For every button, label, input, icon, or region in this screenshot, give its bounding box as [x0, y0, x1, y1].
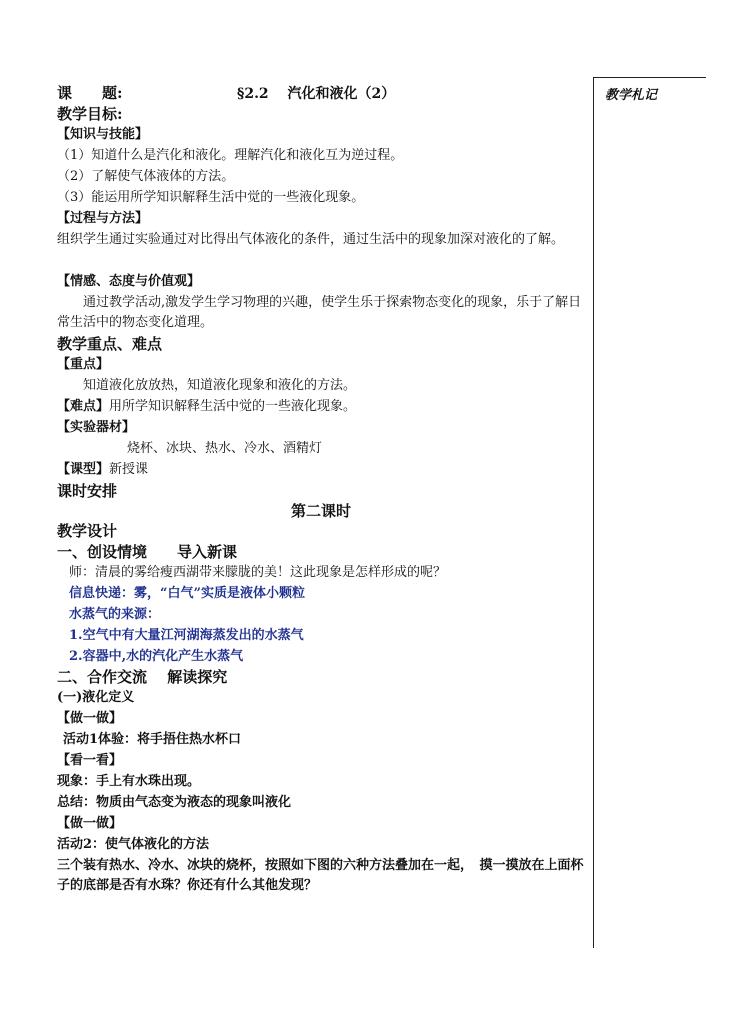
- focus-text: 知道液化放放热，知道液化现象和液化的方法。: [83, 378, 357, 393]
- notes-column-divider: [593, 78, 594, 948]
- lesson-type-label: 【课型】: [57, 462, 110, 477]
- emotion-text: 通过教学活动,激发学生学习物理的兴趣，使学生乐于探索物态变化的现象，乐于了解日常生活中的物态变化道理。: [57, 295, 582, 330]
- emotion-heading: 【情感、态度与价值观】: [57, 274, 201, 289]
- phenomenon-text: 现象：手上有水珠出现。: [57, 774, 201, 789]
- schedule-heading: 课时安排: [57, 482, 118, 500]
- notes-column-title: 教学札记: [605, 88, 658, 103]
- difficulty-text: 用所学知识解释生活中觉的一些液化现象。: [109, 399, 357, 414]
- difficulty-label: 【难点】: [57, 399, 110, 414]
- vapor-source-1: 1.空气中有大量江河湖海蒸发出的水蒸气: [69, 628, 304, 643]
- process-text: 组织学生通过实验通过对比得出气体液化的条件，通过生活中的现象加深对液化的了解。: [57, 232, 565, 247]
- equipment-heading: 【实验器材】: [57, 420, 136, 435]
- key-points-heading: 教学重点、难点: [57, 335, 163, 353]
- process-heading: 【过程与方法】: [57, 211, 149, 226]
- lesson-title: §2.2 汽化和液化（2）: [237, 86, 396, 102]
- look-heading: 【看一看】: [57, 753, 123, 768]
- knowledge-item-2: （2）了解使气体液体的方法。: [57, 169, 235, 184]
- activity-2-text: 三个装有热水、冷水、冰块的烧杯，按照如下图的六种方法叠加在一起， 摸一摸放在上面杯子的底部是否有水珠？你还有什么其他发现？: [57, 858, 584, 893]
- knowledge-heading: 【知识与技能】: [57, 127, 149, 142]
- lesson-type-text: 新授课: [109, 462, 149, 477]
- lesson-type-line: [57, 460, 148, 480]
- activity-1: 活动1体验：将手捂住热水杯口: [63, 732, 242, 747]
- notes-column-top-border: [593, 77, 706, 78]
- knowledge-item-1: （1）知道什么是汽化和液化。理解汽化和液化互为逆过程。: [57, 148, 404, 163]
- focus-heading: 【重点】: [57, 357, 110, 372]
- topic-label: 课 题:: [57, 84, 123, 102]
- sub-section-1: (一)液化定义: [57, 690, 135, 705]
- second-lesson-title: 第二课时: [290, 502, 351, 520]
- difficulty-line: [57, 397, 356, 417]
- goals-heading: 教学目标:: [57, 105, 123, 123]
- do-it-heading-2: 【做一做】: [57, 816, 123, 831]
- vapor-source-2: 2.容器中,水的汽化产生水蒸气: [69, 649, 244, 664]
- knowledge-item-3: （3）能运用所学知识解释生活中觉的一些液化现象。: [57, 190, 365, 205]
- section-2-heading: 二、合作交流 解读探究: [57, 668, 228, 686]
- info-express: 信息快递：雾，“白气”实质是液体小颗粒: [69, 586, 305, 601]
- summary-text: 总结：物质由气态变为液态的现象叫液化: [57, 795, 292, 810]
- design-heading: 教学设计: [57, 522, 118, 540]
- equipment-text: 烧杯、冰块、热水、冷水、酒精灯: [127, 441, 323, 456]
- teacher-line: 师：清晨的雾给瘦西湖带来朦胧的美！这此现象是怎样形成的呢？: [69, 565, 447, 580]
- vapor-source-heading: 水蒸气的来源：: [69, 607, 161, 622]
- section-1-heading: 一、创设情境 导入新课: [57, 543, 238, 561]
- activity-2: 活动2：使气体液化的方法: [57, 837, 210, 852]
- do-it-heading-1: 【做一做】: [57, 711, 123, 726]
